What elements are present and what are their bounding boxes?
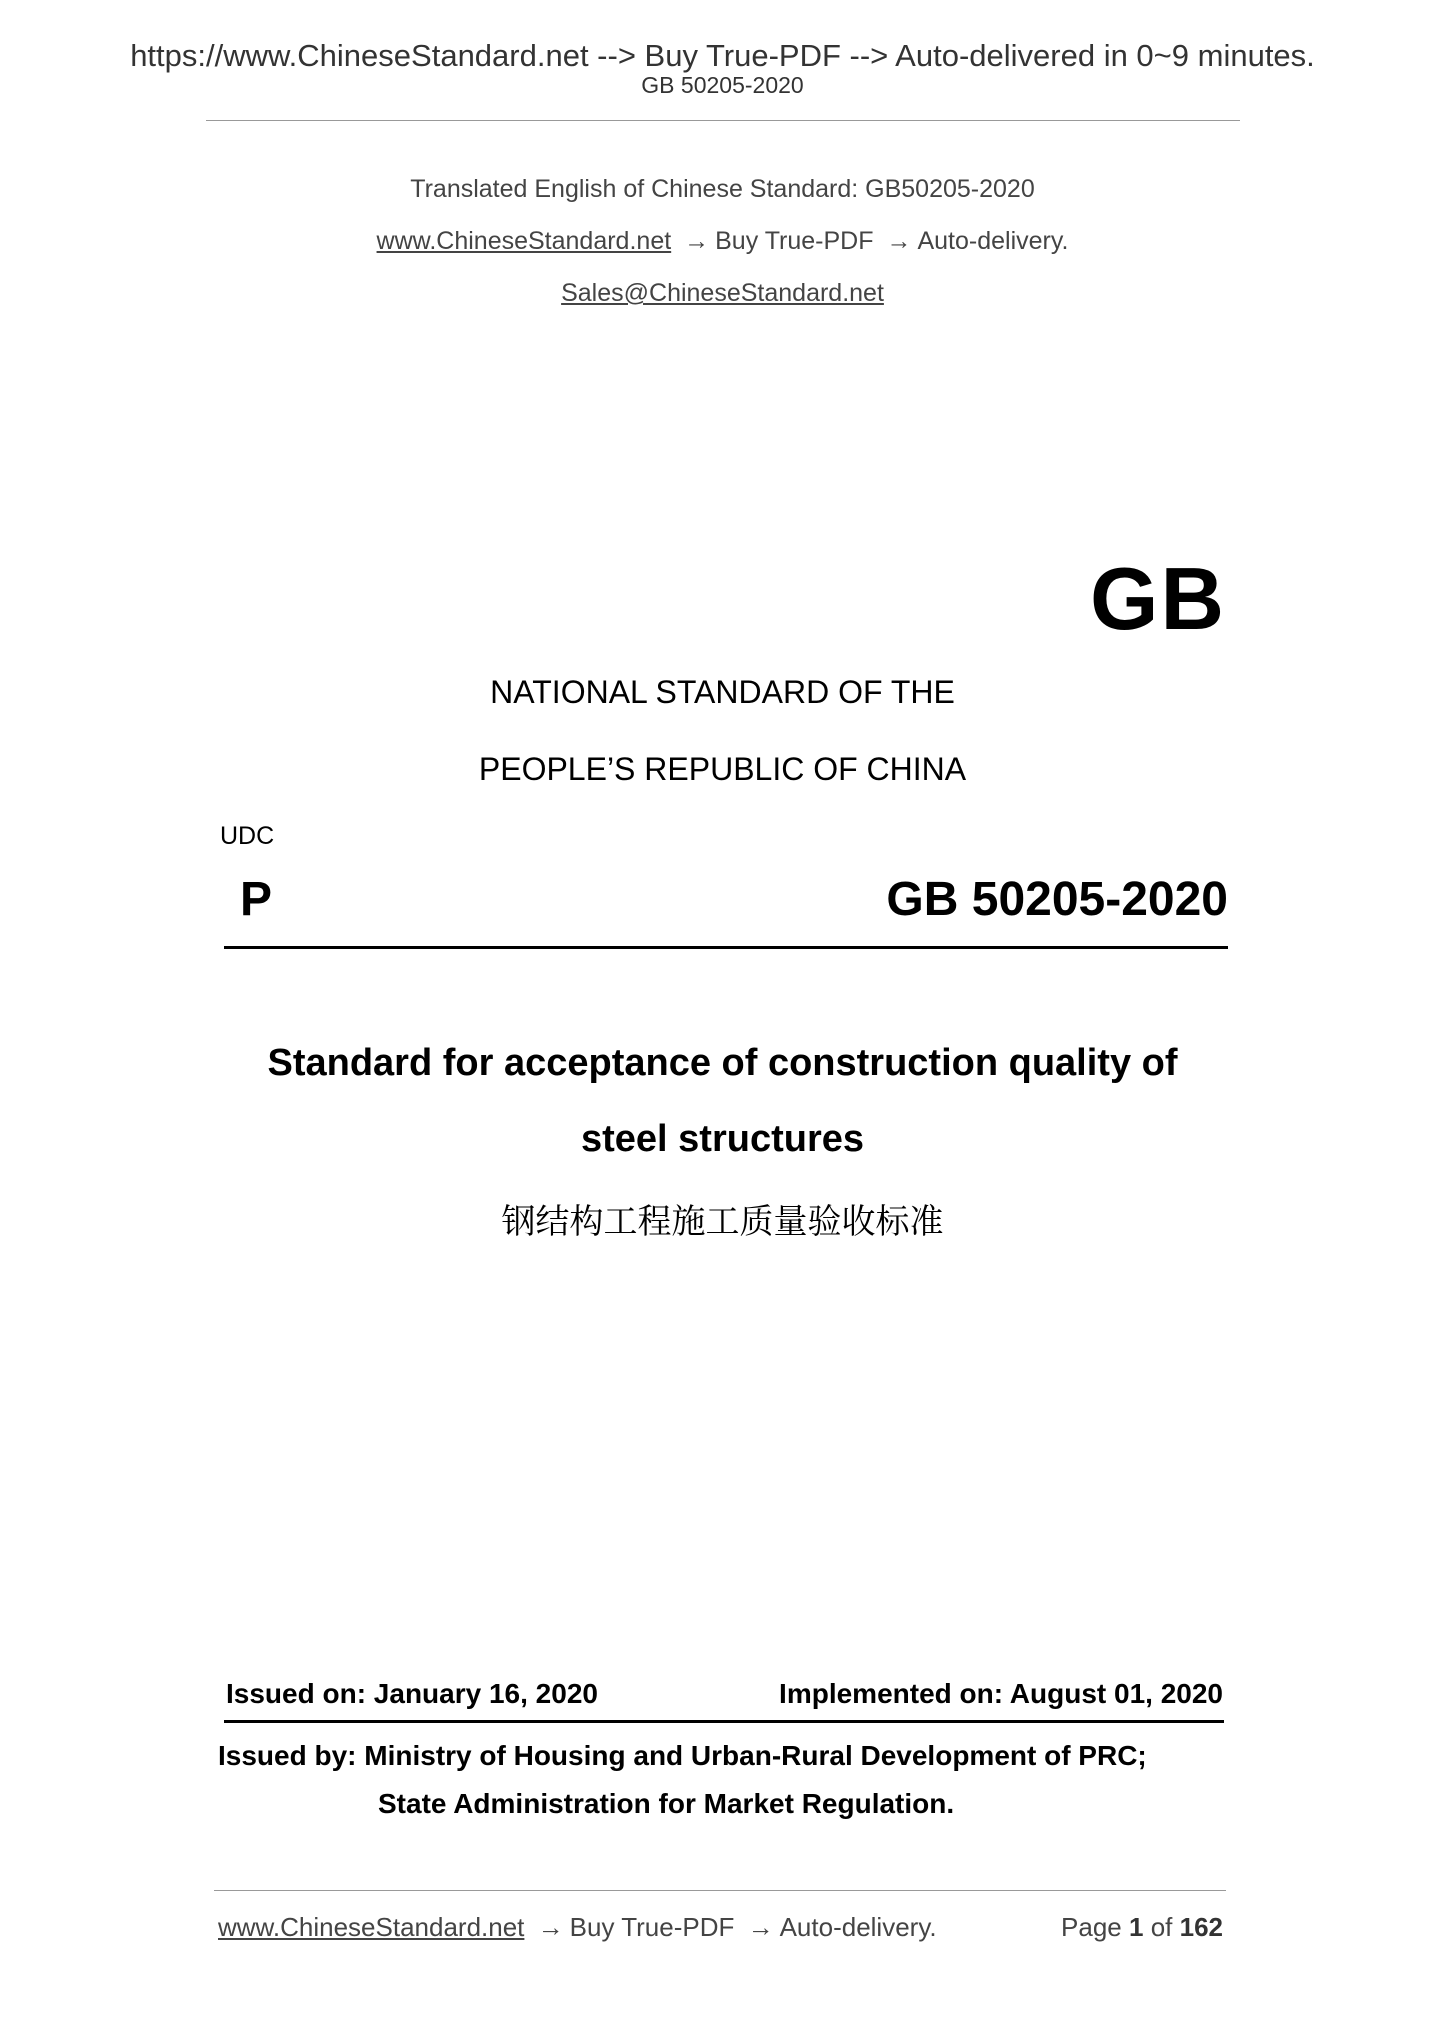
header-standard-code: GB 50205-2020 [641,72,804,98]
p-label: P [240,873,273,926]
buy-text: Buy True-PDF [715,227,874,255]
arrow-right-icon: → [886,227,912,255]
title-chinese: 钢结构工程施工质量验收标准 [501,1202,944,1242]
arrow-right-icon: → [537,1912,564,1942]
udc-label: UDC [220,822,275,850]
header-divider [206,120,1240,121]
national-standard-line1: NATIONAL STANDARD OF THE [490,674,955,710]
gb-logo: GB [1090,549,1226,648]
national-standard-line2: PEOPLE’S REPUBLIC OF CHINA [478,751,967,787]
arrow-right-icon: → [684,227,710,255]
page-number: 1 [1128,1912,1144,1942]
issued-date: Issued on: January 16, 2020 [226,1678,598,1709]
footer-auto-text: Auto-delivery. [779,1912,937,1942]
date-divider [224,1720,1224,1723]
page-label: Page [1061,1912,1122,1942]
of-label: of [1150,1912,1173,1942]
auto-delivery-text: Auto-delivery. [917,227,1069,255]
issuer-line1: Issued by: Ministry of Housing and Urban-Rural Development of PRC; [218,1740,1147,1771]
header-url-line: https://www.ChineseStandard.net --> Buy True-PDF --> Auto-delivered in 0~9 minutes. [130,38,1315,73]
email-line [0,279,1445,308]
title-divider [224,946,1228,949]
footer-divider [214,1890,1226,1891]
title-line1: Standard for acceptance of construction quality of [267,1042,1178,1084]
footer-purchase-line [218,1912,937,1943]
issuer-line2: State Administration for Market Regulation. [378,1788,955,1819]
page-indicator [1061,1912,1223,1943]
site-link[interactable]: www.ChineseStandard.net [376,227,672,255]
footer-site-link[interactable]: www.ChineseStandard.net [218,1912,525,1942]
page-total: 162 [1179,1912,1223,1942]
sales-email-link[interactable]: Sales@ChineseStandard.net [561,279,884,307]
title-line2: steel structures [580,1118,864,1160]
purchase-line [0,227,1445,256]
arrow-right-icon: → [747,1912,774,1942]
standard-number: GB 50205-2020 [886,873,1228,926]
translated-notice: Translated English of Chinese Standard: GB50205-2020 [410,175,1035,203]
implemented-date: Implemented on: August 01, 2020 [779,1678,1223,1709]
footer-buy-text: Buy True-PDF [569,1912,735,1942]
